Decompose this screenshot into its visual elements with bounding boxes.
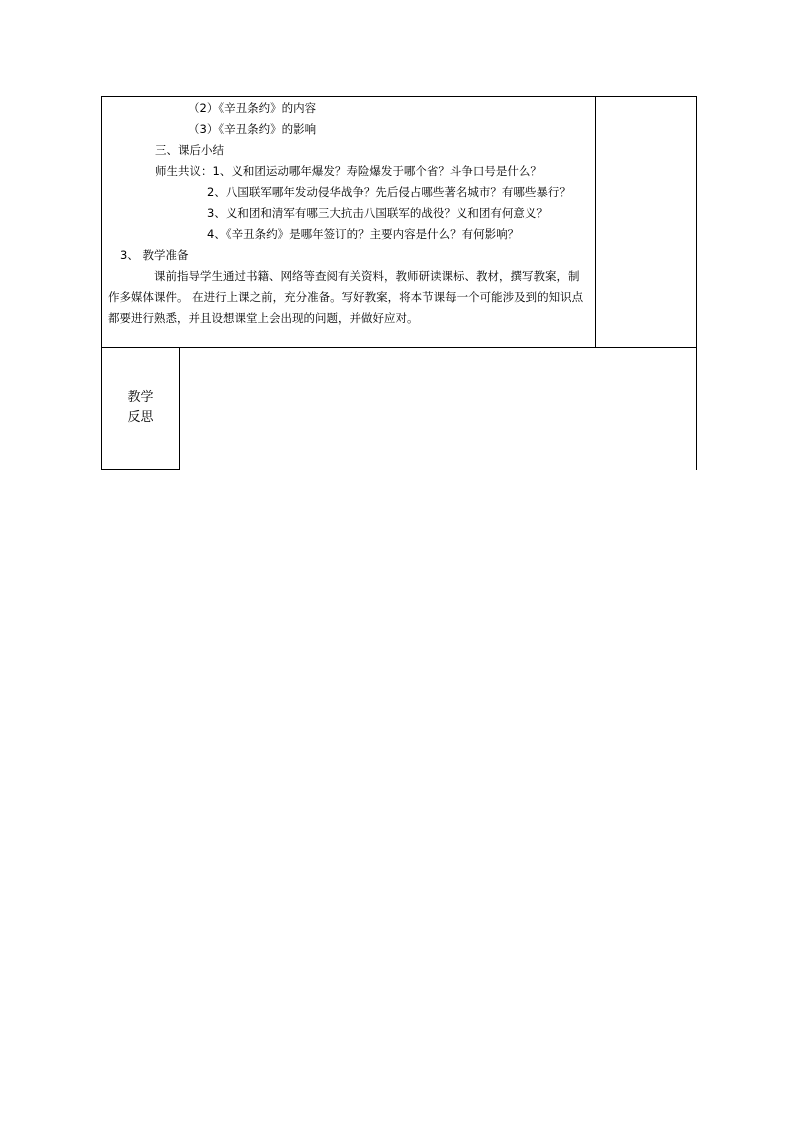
preparation-heading: 3、 教学准备	[120, 248, 189, 262]
preparation-paragraph: 课前指导学生通过书籍、网络等查阅有关资料，教师研读课标、教材，撰写教案，制作多媒体课件。 在进行上课之前，充分准备。写好教案，将本节课每一个可能涉及到的知识点都要进行熟悉，并且设想课堂上会出现的问题，并做好应对。	[108, 269, 584, 325]
reflection-label-line2: 反思	[127, 410, 154, 425]
text-line-1: （2）《辛丑条约》的内容	[188, 101, 317, 115]
top-cell-divider	[595, 96, 596, 348]
reflection-divider	[179, 347, 180, 470]
table-border-bottom-left	[101, 469, 180, 470]
section-heading: 三、课后小结	[155, 143, 224, 157]
reflection-content	[184, 352, 692, 464]
table-border-right	[696, 96, 697, 470]
row-divider	[101, 347, 697, 348]
discussion-question-4: 4、《辛丑条约》是哪年签订的？主要内容是什么？有何影响？	[207, 227, 520, 241]
reflection-label	[102, 388, 179, 428]
discussion-question-3: 3、义和团和清军有哪三大抗击八国联军的战役？义和团有何意义？	[207, 206, 548, 220]
discussion-question-1: 师生共议：1、义和团运动哪年爆发？寿险爆发于哪个省？斗争口号是什么？	[155, 164, 542, 178]
table-border-top	[101, 96, 697, 97]
text-line-2: （3）《辛丑条约》的影响	[188, 122, 317, 136]
reflection-label-line1: 教学	[127, 390, 154, 405]
discussion-question-2: 2、八国联军哪年发动侵华战争？先后侵占哪些著名城市？有哪些暴行？	[207, 185, 571, 199]
